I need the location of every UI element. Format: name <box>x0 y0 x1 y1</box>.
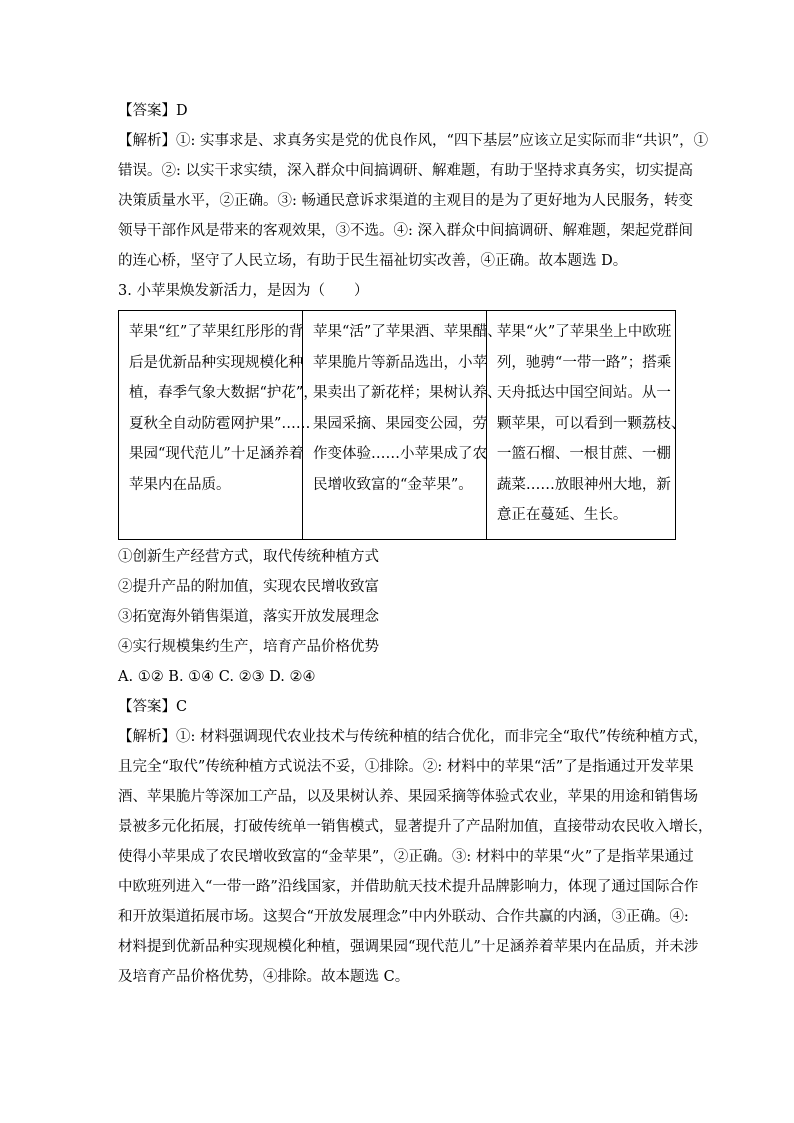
document-page <box>118 96 713 992</box>
answer-label: 【答案】D <box>118 103 188 119</box>
analysis-line: 景被多元化拓展，打破传统单一销售模式，显著提升了产品附加值，直接带动农民收入增长， <box>118 818 713 835</box>
cell-line: 夏秋全自动防雹网护果”…… <box>129 415 311 432</box>
cell-line: 天舟抵达中国空间站。从一 <box>496 385 671 401</box>
cell-line: 意正在蔓延、生长。 <box>496 507 628 523</box>
statement-item: ①创新生产经营方式，取代传统种植方式 <box>118 548 379 565</box>
material-table <box>118 310 686 540</box>
material-row <box>119 311 676 540</box>
cell-line: 一篮石榴、一根甘蔗、一棚 <box>496 446 671 462</box>
question-stem: 3. 小苹果焕发新活力，是因为（ ） <box>118 283 369 299</box>
cell-line: 果卖出了新花样；果树认养、 <box>312 385 502 401</box>
analysis-line: 使得小苹果成了农民增收致富的“金苹果”，②正确。③: 材料中的苹果“火”了是指苹果通过 <box>118 848 694 865</box>
cell-line: 苹果内在品质。 <box>129 476 231 493</box>
question-block <box>118 276 686 692</box>
material-cell-hot <box>486 311 686 540</box>
cell-line: 蔬菜……放眼神州大地，新 <box>496 476 671 493</box>
cell-line: 植，春季气象大数据“护花”， <box>129 385 318 401</box>
previous-answer <box>118 96 678 126</box>
cell-line: 列，驰骋“一带一路”；搭乘 <box>496 354 672 371</box>
analysis-line: 及培育产品价格优势，④排除。故本题选 C。 <box>118 968 410 985</box>
analysis <box>118 722 713 992</box>
answer-choices: A. ①② B. ①④ C. ②③ D. ②④ <box>118 668 316 685</box>
answer-label: 【答案】C <box>118 698 188 715</box>
cell-line: 苹果“红”了苹果红彤彤的背 <box>129 324 304 340</box>
answer <box>118 692 678 722</box>
analysis-line: 的连心桥，坚守了人民立场，有助于民生福祉切实改善，④正确。故本题选 D。 <box>118 253 628 269</box>
analysis-line: 领导干部作风是带来的客观效果，③不选。④: 深入群众中间搞调研、解难题，架起党群间 <box>118 223 693 239</box>
analysis-line: 中欧班列进入“一带一路”沿线国家，并借助航天技术提升品牌影响力，体现了通过国际合作 <box>118 878 699 895</box>
statement-item: ③拓宽海外销售渠道，落实开放发展理念 <box>118 608 379 625</box>
analysis-line: 决策质量水平，②正确。③: 畅通民意诉求渠道的主观目的是为了更好地为人民服务，转变 <box>118 193 693 209</box>
cell-line: 苹果“活”了苹果酒、苹果醋、 <box>312 324 502 340</box>
analysis-line: 材料提到优新品种实现规模化种植，强调果园“现代范儿”十足涵养着苹果内在品质，并未涉 <box>118 938 699 955</box>
analysis-line: 【解析】①: 实事求是、求真务实是党的优良作风，“四下基层”应该立足实际而非“共识”，① <box>118 133 709 149</box>
statement-list <box>118 542 678 692</box>
cell-line: 后是优新品种实现规模化种 <box>129 354 303 371</box>
cell-line: 颗苹果，可以看到一颗荔枝、 <box>496 415 686 432</box>
analysis-line: 错误。②: 以实干求实绩，深入群众中间搞调研、解难题，有助于坚持求真务实，切实提高 <box>118 163 693 179</box>
analysis-line: 【解析】①: 材料强调现代农业技术与传统种植的结合优化，而非完全“取代”传统种植方式， <box>118 728 708 745</box>
analysis-line: 和开放渠道拓展市场。这契合“开放发展理念”中内外联动、合作共赢的内涵，③正确。④: <box>118 908 689 925</box>
material-cell-red <box>119 311 318 540</box>
previous-analysis <box>118 126 709 276</box>
cell-line: 苹果脆片等新品选出，小苹 <box>312 354 487 371</box>
cell-line: 果园采摘、果园变公园，劳 <box>312 415 487 432</box>
cell-line: 民增收致富的“金苹果”。 <box>312 476 473 493</box>
statement-item: ④实行规模集约生产，培育产品价格优势 <box>118 638 379 655</box>
cell-line: 苹果“火”了苹果坐上中欧班 <box>496 324 672 340</box>
material-cell-alive <box>302 311 502 540</box>
cell-line: 果园“现代范儿”十足涵养着 <box>129 446 304 462</box>
statement-item: ②提升产品的附加值，实现农民增收致富 <box>118 578 379 595</box>
cell-line: 作变体验……小苹果成了农 <box>312 446 487 462</box>
analysis-line: 酒、苹果脆片等深加工产品，以及果树认养、果园采摘等体验式农业，苹果的用途和销售场 <box>118 788 698 805</box>
analysis-line: 且完全“取代”传统种植方式说法不妥，①排除。②: 材料中的苹果“活”了是指通过开发苹果 <box>118 758 694 775</box>
